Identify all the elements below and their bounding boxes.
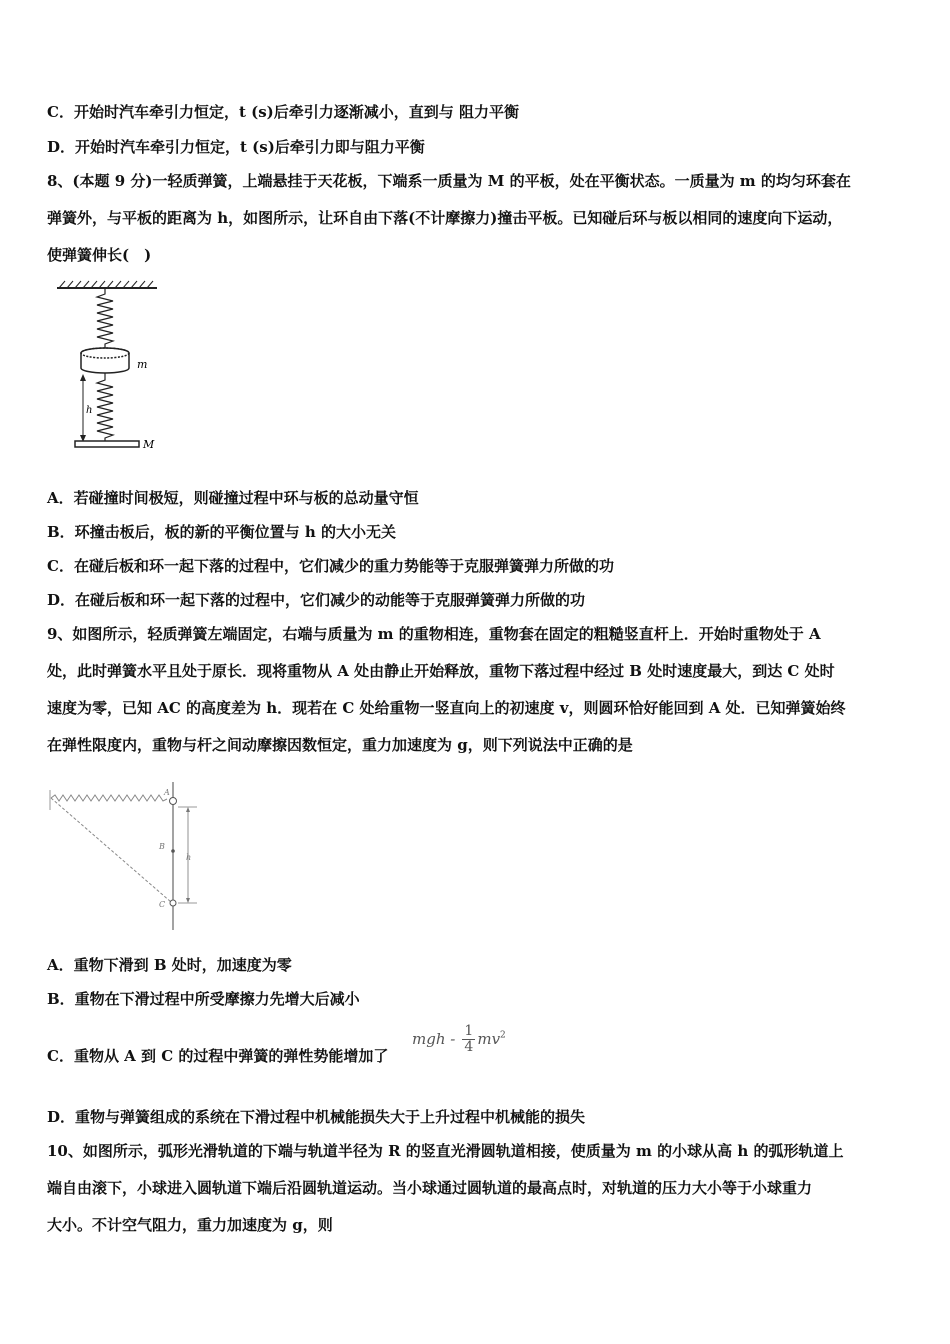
formula-tail: mv (477, 1030, 501, 1048)
dashed-line (51, 798, 171, 902)
ceiling-hatch (59, 281, 153, 288)
label-M: M (143, 438, 155, 451)
formula-fraction (462, 1024, 475, 1055)
q9-stem-line4: 在弹性限度内，重物与杆之间动摩擦因数恒定，重力加速度为 g，则下列说法中正确的是 (47, 736, 633, 754)
spring-horizontal (51, 795, 167, 801)
q9-option-a: A．重物下滑到 B 处时，加速度为零 (47, 956, 292, 974)
formula-denominator: 4 (464, 1039, 474, 1055)
q10-stem-line3: 大小。不计空气阻力，重力加速度为 g，则 (47, 1216, 333, 1234)
q9-option-b: B．重物在下滑过程中所受摩擦力先增大后减小 (47, 990, 360, 1008)
q8-option-a: A．若碰撞时间极短，则碰撞过程中环与板的总动量守恒 (47, 489, 419, 507)
q7-option-c: C．开始时汽车牵引力恒定，t (s)后牵引力逐渐减小，直到与 阻力平衡 (47, 103, 519, 121)
label-h2: h (186, 853, 192, 862)
point-B (171, 849, 175, 853)
q8-option-b: B．环撞击板后，板的新的平衡位置与 h 的大小无关 (47, 523, 397, 541)
q7-option-d: D．开始时汽车牵引力恒定，t (s)后牵引力即与阻力平衡 (47, 138, 425, 156)
q9-option-c: C．重物从 A 到 C 的过程中弹簧的弹性势能增加了 (47, 1047, 389, 1065)
label-h: h (86, 405, 93, 416)
q10-stem-line1: 10、如图所示，弧形光滑轨道的下端与轨道半径为 R 的竖直光滑圆轨道相接，使质量为 m 的小球从高 h 的弧形轨道上 (47, 1142, 844, 1160)
q8-spring-figure (45, 280, 165, 455)
q9-option-d: D．重物与弹簧组成的系统在下滑过程中机械能损失大于上升过程中机械能的损失 (47, 1108, 586, 1126)
q9-stem-line2: 处，此时弹簧水平且处于原长．现将重物从 A 处由静止开始释放，重物下落过程中经过 B 处时速度最大，到达 C 处时 (47, 662, 835, 680)
q10-stem-line2: 端自由滚下，小球进入圆轨道下端后沿圆轨道运动。当小球通过圆轨道的最高点时，对轨道的压力大小等于小球重力 (47, 1179, 813, 1197)
label-A: A (164, 788, 170, 797)
q8-stem-line3: 使弹簧伸长( ) (47, 246, 152, 264)
q8-option-d: D．在碰后板和环一起下落的过程中，它们减少的动能等于克服弹簧弹力所做的功 (47, 591, 586, 609)
label-C: C (159, 900, 166, 909)
q9-option-c-formula (412, 1024, 506, 1055)
label-B: B (159, 842, 165, 851)
formula-lead: mgh - (412, 1030, 456, 1048)
label-m: m (137, 358, 148, 371)
formula-sup: 2 (500, 1030, 506, 1041)
formula-numerator: 1 (464, 1023, 474, 1039)
q9-stem-line1: 9、如图所示，轻质弹簧左端固定，右端与质量为 m 的重物相连，重物套在固定的粗糙竖直杆上．开始时重物处于 A (47, 625, 821, 643)
ring-C (170, 900, 176, 906)
spring-upper (97, 288, 113, 350)
ring-A (170, 798, 177, 805)
q8-stem-line1: 8、(本题 9 分)一轻质弹簧，上端悬挂于天花板，下端系一质量为 M 的平板，处在平衡状态。一质量为 m 的均匀环套在 (47, 172, 851, 190)
q8-stem-line2: 弹簧外，与平板的距离为 h，如图所示，让环自由下落(不计摩擦力)撞击平板。已知碰后环与板以相同的速度向下运动， (47, 209, 843, 227)
q9-stem-line3: 速度为零，已知 AC 的高度差为 h．现若在 C 处给重物一竖直向上的初速度 v，则圆环恰好能回到 A 处．已知弹簧始终 (47, 699, 846, 717)
q8-option-c: C．在碰后板和环一起下落的过程中，它们减少的重力势能等于克服弹簧弹力所做的功 (47, 557, 614, 575)
spring-lower (97, 373, 113, 441)
plate (75, 441, 139, 447)
q9-rod-figure (45, 780, 215, 932)
